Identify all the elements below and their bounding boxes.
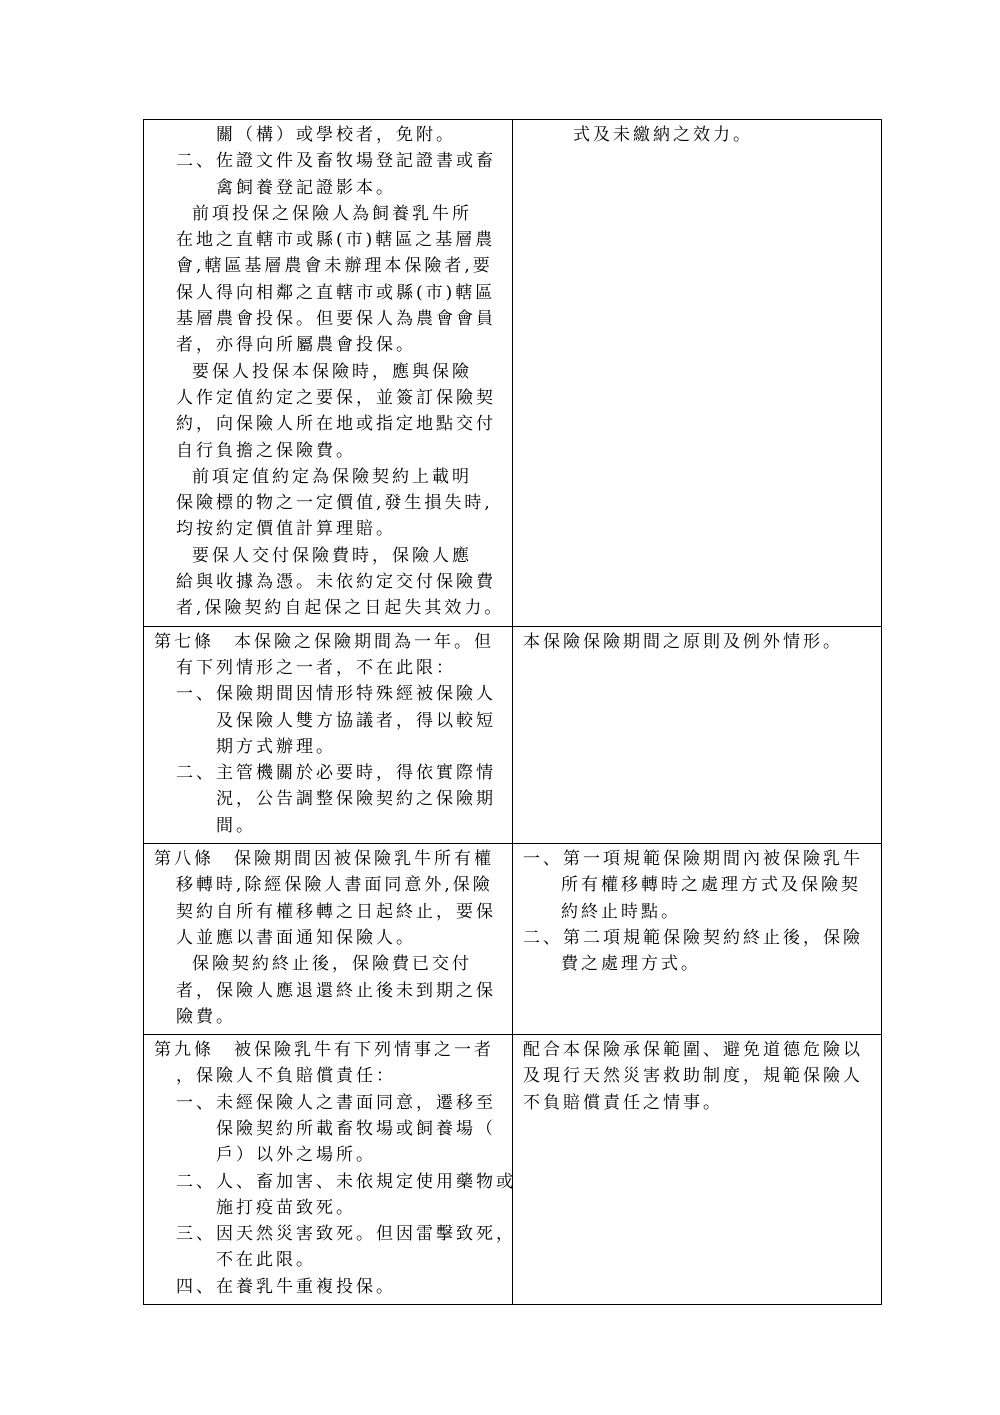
table-row bbox=[144, 120, 882, 627]
text-line: 二、佐證文件及畜牧場登記證書或畜 bbox=[176, 151, 496, 172]
text-line: 有下列情形之一者，不在此限： bbox=[176, 657, 456, 678]
text-line: 不在此限。 bbox=[216, 1250, 316, 1271]
text-line: 前項投保之保險人為飼養乳牛所 bbox=[192, 203, 472, 224]
text-line: 關（構）或學校者，免附。 bbox=[216, 125, 456, 145]
text-line: 式及未繳納之效力。 bbox=[573, 125, 753, 145]
text-line: 在地之直轄市或縣(市)轄區之基層農 bbox=[176, 230, 496, 251]
text-line: 況，公告調整保險契約之保險期 bbox=[216, 789, 496, 810]
text-line: 人作定值約定之要保，並簽訂保險契 bbox=[176, 387, 496, 408]
text-line: 基層農會投保。但要保人為農會會員 bbox=[176, 309, 496, 330]
explanation-cell bbox=[513, 120, 882, 627]
text-line: 一、第一項規範保險期間內被保險乳牛 bbox=[523, 849, 863, 870]
text-line: 者，亦得向所屬農會投保。 bbox=[176, 335, 416, 356]
text-line: 險費。 bbox=[176, 1006, 236, 1027]
text-line: 所有權移轉時之處理方式及保險契 bbox=[561, 875, 861, 896]
text-line: 一、保險期間因情形特殊經被保險人 bbox=[176, 684, 496, 705]
text-line: 三、因天然災害致死。但因雷擊致死， bbox=[176, 1224, 516, 1245]
table-row bbox=[144, 626, 882, 843]
text-line: 二、第二項規範保險契約終止後，保險 bbox=[523, 927, 863, 948]
text-line: 自行負擔之保險費。 bbox=[176, 440, 356, 461]
text-line: 均按約定價值計算理賠。 bbox=[176, 519, 396, 540]
text-line: 戶）以外之場所。 bbox=[216, 1145, 376, 1166]
article-text-cell bbox=[144, 844, 513, 1035]
text-line: 第八條 保險期間因被保險乳牛所有權 bbox=[154, 849, 494, 870]
text-line: 施打疫苗致死。 bbox=[216, 1197, 356, 1218]
explanation-cell bbox=[513, 626, 882, 843]
text-line: 本保險保險期間之原則及例外情形。 bbox=[523, 631, 843, 652]
text-line: 費之處理方式。 bbox=[561, 954, 701, 975]
text-line: 二、人、畜加害、未依規定使用藥物或 bbox=[176, 1171, 516, 1192]
text-line: 第九條 被保險乳牛有下列情事之一者 bbox=[154, 1040, 494, 1061]
table-body bbox=[144, 120, 882, 1305]
text-line: 要保人交付保險費時，保險人應 bbox=[192, 545, 472, 566]
explanation-cell bbox=[513, 1035, 882, 1305]
text-line: 前項定值約定為保險契約上載明 bbox=[192, 466, 472, 487]
text-line: 人並應以書面通知保險人。 bbox=[176, 927, 416, 948]
text-line: 禽飼養登記證影本。 bbox=[216, 177, 396, 198]
regulation-comparison-table bbox=[143, 119, 882, 1305]
text-line: ，保險人不負賠償責任： bbox=[176, 1066, 396, 1087]
text-line: 要保人投保本保險時，應與保險 bbox=[192, 361, 472, 382]
text-line: 及保險人雙方協議者，得以較短 bbox=[216, 710, 496, 731]
text-line: 保人得向相鄰之直轄市或縣(市)轄區 bbox=[176, 282, 496, 303]
text-line: 四、在養乳牛重複投保。 bbox=[176, 1276, 396, 1297]
table-row bbox=[144, 844, 882, 1035]
text-line: 不負賠償責任之情事。 bbox=[523, 1092, 723, 1113]
explanation-cell bbox=[513, 844, 882, 1035]
text-line: 間。 bbox=[216, 815, 256, 836]
text-line: 保險標的物之一定價值,發生損失時, bbox=[176, 493, 493, 514]
text-line: 及現行天然災害救助制度，規範保險人 bbox=[523, 1066, 863, 1087]
article-text-cell bbox=[144, 120, 513, 627]
text-line: 約終止時點。 bbox=[561, 901, 681, 922]
text-line: 契約自所有權移轉之日起終止，要保 bbox=[176, 901, 496, 922]
text-line: 保險契約終止後，保險費已交付 bbox=[192, 954, 472, 975]
text-line: 者,保險契約自起保之日起失其效力。 bbox=[176, 598, 505, 619]
table-row bbox=[144, 1035, 882, 1305]
text-line: 給與收據為憑。未依約定交付保險費 bbox=[176, 572, 496, 593]
text-line: 第七條 本保險之保險期間為一年。但 bbox=[154, 631, 494, 652]
text-line: 者，保險人應退還終止後未到期之保 bbox=[176, 980, 496, 1001]
text-line: 保險契約所載畜牧場或飼養場（ bbox=[216, 1118, 496, 1139]
text-line: 約，向保險人所在地或指定地點交付 bbox=[176, 414, 496, 435]
text-line: 會,轄區基層農會未辦理本保險者,要 bbox=[176, 256, 493, 277]
text-line: 期方式辦理。 bbox=[216, 736, 336, 757]
article-text-cell bbox=[144, 1035, 516, 1305]
text-line: 二、主管機關於必要時，得依實際情 bbox=[176, 763, 496, 784]
text-line: 配合本保險承保範圍、避免道德危險以 bbox=[523, 1040, 863, 1061]
text-line: 移轉時,除經保險人書面同意外,保險 bbox=[176, 875, 493, 896]
text-line: 一、未經保險人之書面同意，遷移至 bbox=[176, 1092, 496, 1113]
article-text-cell bbox=[144, 626, 513, 843]
